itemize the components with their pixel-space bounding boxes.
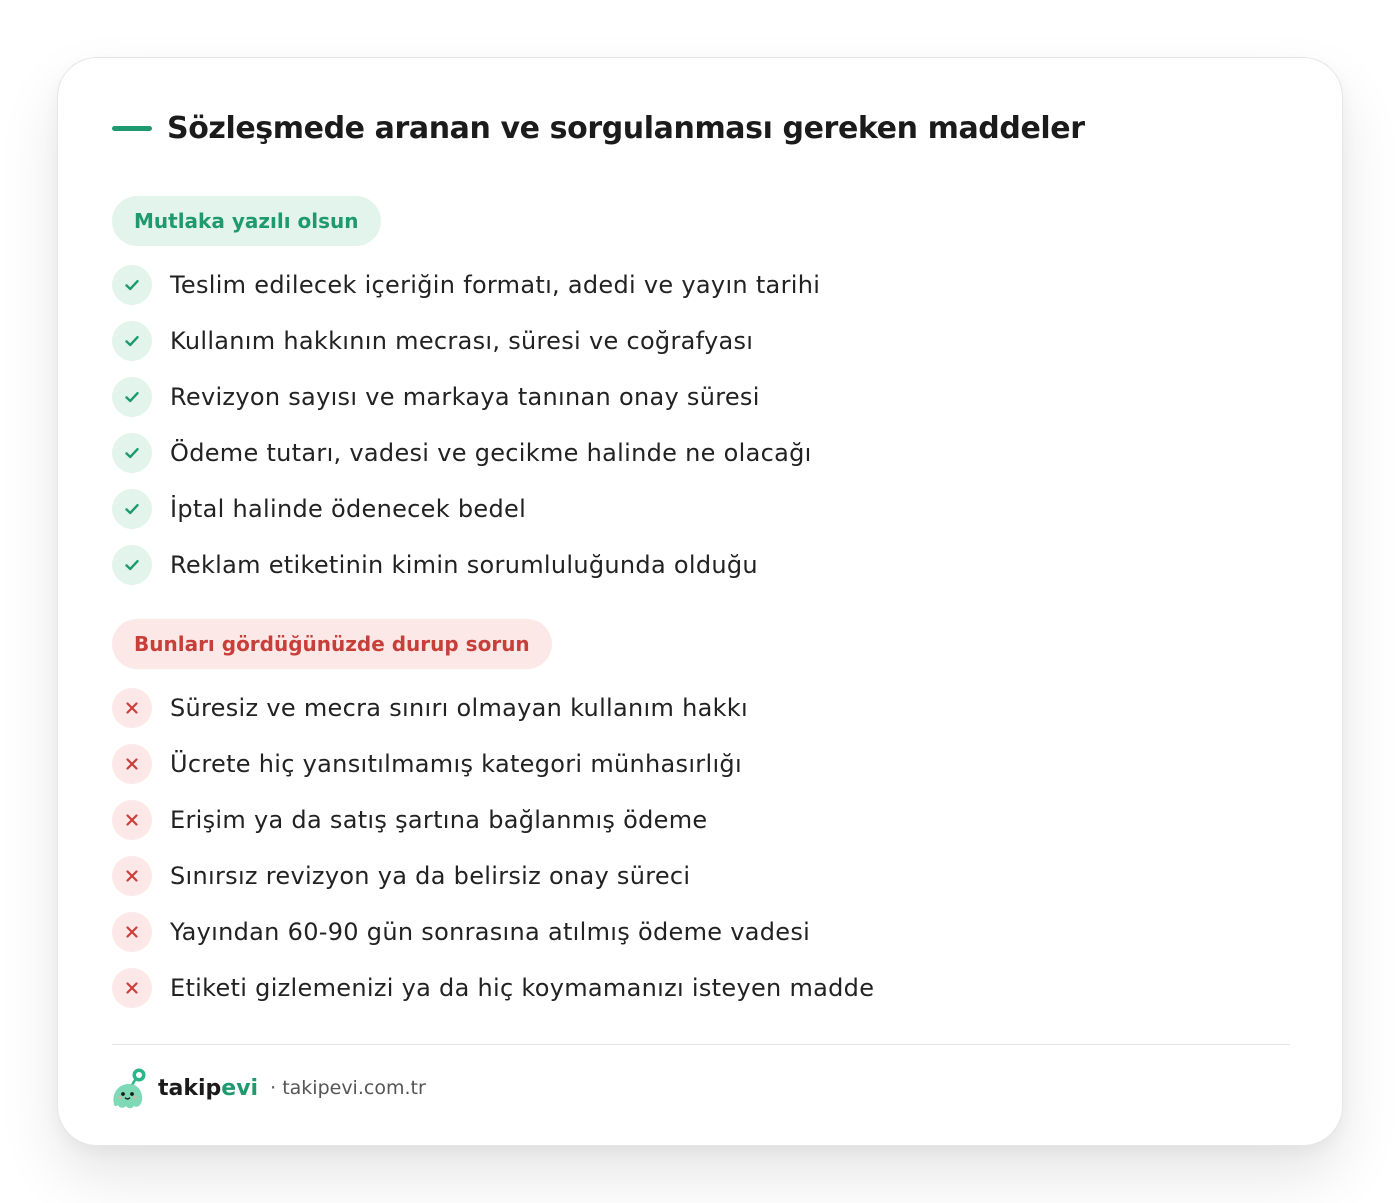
warn-section-label: Bunları gördüğünüzde durup sorun (112, 619, 552, 669)
site-link[interactable]: · takipevi.com.tr (270, 1077, 426, 1099)
warn-item-text: Sınırsız revizyon ya da belirsiz onay süreci (170, 862, 691, 890)
card-title: Sözleşmede aranan ve sorgulanması gereken maddeler (167, 110, 1085, 146)
must-item (112, 377, 820, 417)
must-item (112, 433, 820, 473)
check-icon (112, 489, 152, 529)
warn-item (112, 744, 874, 784)
footer (110, 1066, 426, 1110)
warn-item-text: Ücrete hiç yansıtılmamış kategori münhasırlığı (170, 750, 742, 778)
warn-item-text: Etiketi gizlemenizi ya da hiç koymamanızı isteyen madde (170, 974, 875, 1002)
must-item-text: Teslim edilecek içeriğin formatı, adedi ve yayın tarihi (170, 271, 821, 299)
must-item (112, 545, 820, 585)
takipevi-logo-icon (110, 1066, 148, 1110)
warn-item (112, 912, 874, 952)
check-icon (112, 321, 152, 361)
warn-item-text: Yayından 60-90 gün sonrasına atılmış ödeme vadesi (170, 918, 811, 946)
check-icon (112, 377, 152, 417)
must-item (112, 265, 820, 305)
brand-name-accent: evi (221, 1075, 259, 1101)
cross-icon (112, 800, 152, 840)
must-section-label: Mutlaka yazılı olsun (112, 196, 381, 246)
must-item-text: Ödeme tutarı, vadesi ve gecikme halinde ne olacağı (170, 439, 812, 467)
cross-icon (112, 912, 152, 952)
warn-item-text: Süresiz ve mecra sınırı olmayan kullanım hakkı (170, 694, 748, 722)
title-accent-bar (112, 126, 152, 131)
checklist-card (57, 57, 1343, 1146)
must-list (112, 265, 820, 601)
cross-icon (112, 688, 152, 728)
must-item (112, 489, 820, 529)
check-icon (112, 545, 152, 585)
warn-item (112, 800, 874, 840)
must-item-text: İptal halinde ödenecek bedel (170, 495, 527, 523)
warn-item (112, 688, 874, 728)
must-item-text: Reklam etiketinin kimin sorumluluğunda olduğu (170, 551, 758, 579)
brand-name-primary: takip (158, 1075, 222, 1101)
cross-icon (112, 856, 152, 896)
warn-list (112, 688, 874, 1024)
must-item-text: Kullanım hakkının mecrası, süresi ve coğrafyası (170, 327, 754, 355)
warn-item (112, 968, 874, 1008)
footer-divider (112, 1044, 1290, 1045)
must-item-text: Revizyon sayısı ve markaya tanınan onay süresi (170, 383, 760, 411)
cross-icon (112, 968, 152, 1008)
warn-item (112, 856, 874, 896)
warn-item-text: Erişim ya da satış şartına bağlanmış ödeme (170, 806, 708, 834)
title-row (112, 108, 1085, 148)
cross-icon (112, 744, 152, 784)
must-item (112, 321, 820, 361)
check-icon (112, 265, 152, 305)
check-icon (112, 433, 152, 473)
